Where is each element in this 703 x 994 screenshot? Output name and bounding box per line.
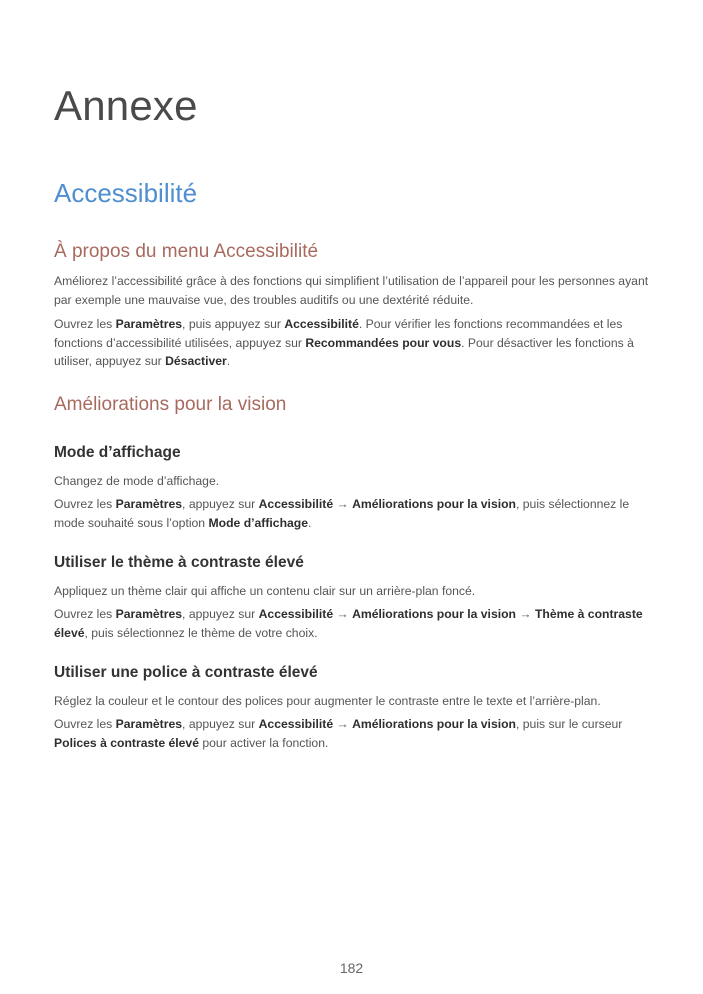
menu-term: Accessibilité xyxy=(258,497,334,511)
menu-term: Améliorations pour la vision xyxy=(352,607,516,621)
menu-term: Améliorations pour la vision xyxy=(352,717,516,731)
menu-term: Accessibilité xyxy=(258,607,334,621)
menu-term: Accessibilité xyxy=(258,717,334,731)
high-contrast-font-paragraph-1: Réglez la couleur et le contour des polices pour augmenter le contraste entre le texte et l’arrière-plan. xyxy=(54,694,601,708)
text-run: , appuyez sur xyxy=(182,497,259,511)
menu-term: Polices à contraste élevé xyxy=(54,735,199,750)
text-run: → xyxy=(333,717,353,731)
text-run: , appuyez sur xyxy=(182,607,259,621)
high-contrast-font-heading: Utiliser une police à contraste élevé xyxy=(54,664,318,681)
vision-heading: Améliorations pour la vision xyxy=(54,394,287,415)
high-contrast-theme-heading: Utiliser le thème à contraste élevé xyxy=(54,554,304,571)
page-number: 182 xyxy=(339,960,364,976)
menu-term: Améliorations pour la vision xyxy=(352,497,516,511)
text-run: Ouvrez les xyxy=(54,317,116,331)
chapter-title: Annexe xyxy=(54,82,198,129)
menu-term: Thème à contraste élevé xyxy=(54,607,643,640)
high-contrast-theme-paragraph-1: Appliquez un thème clair qui affiche un contenu clair sur un arrière-plan foncé. xyxy=(54,584,476,598)
text-run: → xyxy=(333,607,353,621)
text-run: Ouvrez les xyxy=(54,607,116,621)
display-mode-paragraph-1: Changez de mode d’affichage. xyxy=(54,474,220,488)
display-mode-paragraph-2 xyxy=(54,495,654,532)
menu-term: Désactiver xyxy=(165,354,227,368)
text-run: , puis sur le curseur xyxy=(516,717,623,731)
menu-term: Mode d’affichage xyxy=(208,515,309,530)
text-run: , puis sélectionnez le mode souhaité sous l’option xyxy=(54,497,630,530)
menu-term: Paramètres xyxy=(115,717,183,731)
high-contrast-font-paragraph-2 xyxy=(54,715,654,752)
menu-term: Recommandées pour vous xyxy=(305,335,462,350)
text-run: . xyxy=(226,354,231,368)
about-heading: À propos du menu Accessibilité xyxy=(54,241,319,262)
text-run: . Pour désactiver les fonctions à utiliser, appuyez sur xyxy=(54,335,634,368)
menu-term: Paramètres xyxy=(115,317,183,331)
text-run: → xyxy=(516,607,535,621)
section-title: Accessibilité xyxy=(54,178,198,208)
text-run: , puis sélectionnez le thème de votre choix. xyxy=(84,625,318,640)
high-contrast-theme-paragraph-2 xyxy=(54,605,654,642)
text-run: . Pour vérifier les fonctions recommandées et les fonctions d’accessibilité utilisées, appuyez sur xyxy=(54,317,623,350)
display-mode-heading: Mode d’affichage xyxy=(54,444,181,461)
text-run: . xyxy=(308,515,312,530)
text-run: , puis appuyez sur xyxy=(182,317,285,331)
about-paragraph-1: Améliorez l’accessibilité grâce à des fonctions qui simplifient l’utilisation de l’appareil pour les personnes ayant par exemple une mauvaise vue, des troubles auditifs ou une dextérité réduite. xyxy=(54,274,649,307)
menu-term: Accessibilité xyxy=(284,317,359,331)
text-run: → xyxy=(333,497,353,511)
menu-term: Paramètres xyxy=(115,497,183,511)
text-run: pour activer la fonction. xyxy=(198,735,329,750)
text-run: , appuyez sur xyxy=(182,717,259,731)
menu-term: Paramètres xyxy=(115,607,183,621)
text-run: Ouvrez les xyxy=(54,717,116,731)
text-run: Ouvrez les xyxy=(54,497,116,511)
about-paragraph-2 xyxy=(54,315,654,371)
